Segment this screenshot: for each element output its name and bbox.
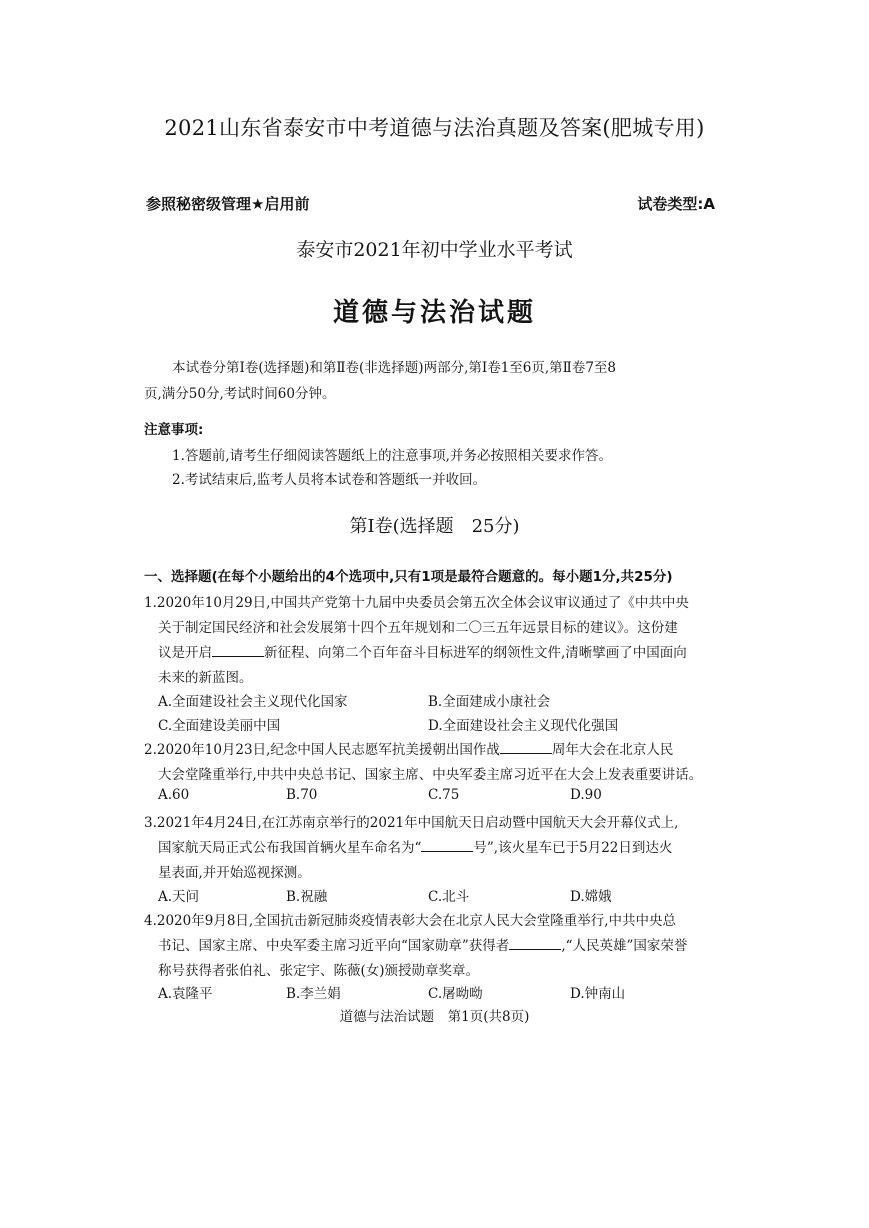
q3-option-c: C.北斗 [428,889,470,905]
q4-line-2-after: ,“人民英雄”国家荣誉 [561,938,688,954]
intro-line-2: 页,满分50分,考试时间60分钟。 [144,386,336,402]
q1-line-3-after: 新征程、向第二个百年奋斗目标进军的纲领性文件,清晰擘画了中国面向 [264,645,687,661]
q1-line-2: 关于制定国民经济和社会发展第十四个五年规划和二〇三五年远景目标的建议》。这份建 [158,620,678,636]
q3-line-2-before: 国家航天局正式公布我国首辆火星车命名为“ [158,840,422,856]
q1-line-1: 1.2020年10月29日,中国共产党第十九届中央委员会第五次全体会议审议通过了《中共中央 [144,595,689,611]
q2-option-a: A.60 [158,787,190,803]
q4-line-1: 4.2020年9月8日,全国抗击新冠肺炎疫情表彰大会在北京人民大会堂隆重举行,中共中央总 [144,913,676,929]
answer-blank [421,839,473,852]
q3-line-2 [158,836,672,856]
q1-line-4: 未来的新蓝图。 [158,670,253,686]
q4-option-d: D.钟南山 [570,986,626,1002]
answer-blank [212,644,264,657]
q4-line-2 [158,934,687,954]
q4-option-a: A.袁隆平 [158,986,213,1002]
document-title: 2021山东省泰安市中考道德与法治真题及答案(肥城专用) [164,116,705,140]
q2-line-2: 大会堂隆重举行,中共中央总书记、国家主席、中央军委主席习近平在大会上发表重要讲话。 [158,767,703,783]
security-mark: 参照秘密级管理★启用前 [146,195,310,213]
notice-heading: 注意事项: [144,422,204,438]
q3-line-3: 星表面,并开始巡视探测。 [158,865,311,881]
notice-item-1: 1.答题前,请考生仔细阅读答题纸上的注意事项,并务必按照相关要求作答。 [172,448,612,464]
q4-option-c: C.屠呦呦 [428,986,483,1002]
q2-line-1 [144,738,673,758]
q4-line-2-before: 书记、国家主席、中央军委主席习近平向“国家勋章”获得者 [158,938,510,954]
q1-line-3 [158,641,687,661]
section-heading: 一、选择题(在每个小题给出的4个选项中,只有1项是最符合题意的。每小题1分,共25分) [144,569,673,585]
part-title: 第Ⅰ卷(选择题 25分) [349,516,520,537]
q4-option-b: B.李兰娟 [286,986,341,1002]
q2-option-d: D.90 [570,787,602,803]
intro-line-1: 本试卷分第Ⅰ卷(选择题)和第Ⅱ卷(非选择题)两部分,第Ⅰ卷1至6页,第Ⅱ卷7至8 [172,360,617,376]
q2-option-c: C.75 [428,787,460,803]
q1-option-b: B.全面建成小康社会 [428,694,551,710]
answer-blank [500,741,552,754]
q2-line-1-after: 周年大会在北京人民 [551,742,674,758]
q1-option-c: C.全面建设美丽中国 [158,718,281,734]
q2-option-b: B.70 [286,787,318,803]
page-footer: 道德与法治试题 第1页(共8页) [339,1009,530,1025]
q3-line-1: 3.2021年4月24日,在江苏南京举行的2021年中国航天日启动暨中国航天大会开幕仪式上, [144,815,679,831]
paper-type: 试卷类型:A [637,195,715,213]
q3-option-b: B.祝融 [286,889,328,905]
q1-option-a: A.全面建设社会主义现代化国家 [158,694,348,710]
answer-blank [509,937,561,950]
q1-line-3-before: 议是开启 [158,645,212,661]
notice-item-2: 2.考试结束后,监考人员将本试卷和答题纸一并收回。 [172,472,487,488]
q3-option-a: A.天问 [158,889,200,905]
subject-title: 道德与法治试题 [332,298,536,328]
q4-line-3: 称号获得者张伯礼、张定宇、陈薇(女)颁授勋章奖章。 [158,963,480,979]
q1-option-d: D.全面建设社会主义现代化强国 [428,718,619,734]
q3-option-d: D.嫦娥 [570,889,612,905]
q2-line-1-before: 2.2020年10月23日,纪念中国人民志愿军抗美援朝出国作战 [144,742,500,758]
q3-line-2-after: 号”,该火星车已于5月22日到达火 [473,840,673,856]
exam-name: 泰安市2021年初中学业水平考试 [296,239,573,261]
